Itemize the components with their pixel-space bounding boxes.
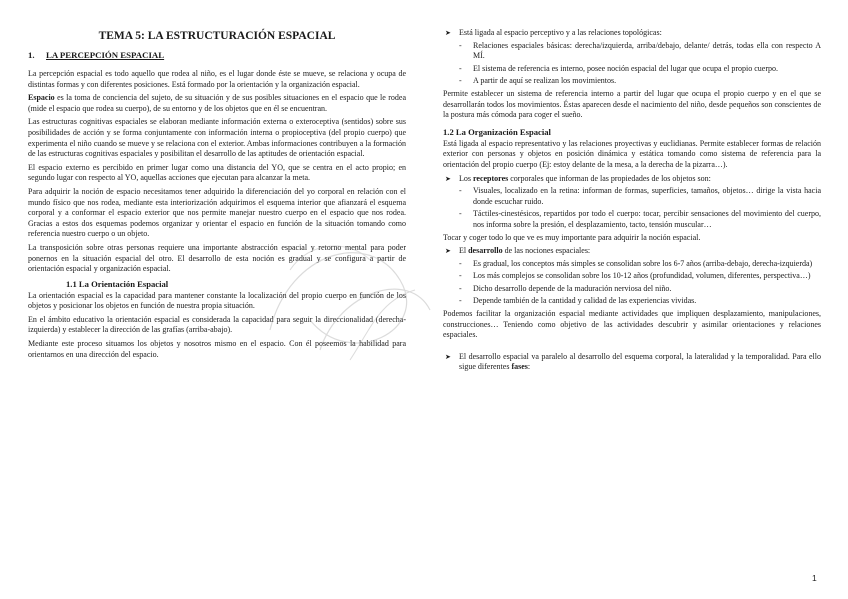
dash-text: Visuales, localizado en la retina: informan de formas, superficies, tamaños, objetos… dirige la vista hacia donde escuchar ruido. [473, 186, 821, 206]
dash-text: Los más complejos se consolidan sobre los 10-12 años (profundidad, volumen, diferentes, perspectiva…) [473, 271, 811, 281]
bullet-arrow-icon: ➤ [445, 352, 451, 361]
dash-marker: - [459, 186, 462, 196]
bullet-text: Los [459, 173, 473, 183]
paragraph: En el ámbito educativo la orientación espacial es considerada la capacidad para seguir la direccionalidad (derecha-izquierda) y establecer la dirección de las grafías (arriba-abajo). [28, 314, 406, 335]
paragraph: Mediante este proceso situamos los objetos y nosotros mismo en el espacio. Con él poseemos la habilidad para orientarnos en una dirección del espacio. [28, 339, 406, 359]
bullet-item [443, 352, 821, 373]
paragraph: Está ligada al espacio representativo y las relaciones proyectivas y euclidianas. Permite establecer formas de relación exterior con personas y objetos en posición dinámica y estática tomando como sistema de referencia para la orientación del propio cuerpo (Ej: estoy delante de la mesa, a la derecha de la pizarra…). [443, 138, 821, 169]
paragraph: La percepción espacial es todo aquello que rodea al niño, es el lugar donde éste se mueve, se relaciona y ocupa de distintas formas y con diferentes posiciones. Está formado por la orientación y la organización espacial. [28, 69, 406, 89]
bullet-text: : [527, 362, 531, 372]
left-column [28, 28, 406, 363]
paragraph: Tocar y coger todo lo que ve es muy importante para adquirir la noción espacial. [443, 232, 701, 242]
paragraph: Para adquirir la noción de espacio necesitamos tener adquirido la diferenciación del yo corporal en relación con el mundo físico que nos rodea, mediante esta interiorización adquirimos el esquema interior que afianzará el esquema corporal y a conformar el espacio exterior que nos permite manejar nuestro cuerpo en el espacio que nos rodea. Gracias a estos dos esquemas podemos organizar y orientar el espacio en función de la situación tomando como referencia nuestro cuerpo o un objeto. [28, 186, 406, 239]
dash-text: Táctiles-cinestésicos, repartidos por todo el cuerpo: tocar, percibir sensaciones del movimiento del cuerpo, nos informa sobre la presión, el desplazamiento, tacto, tensión muscular… [473, 209, 821, 229]
bullet-arrow-icon: ➤ [445, 174, 451, 183]
subsection-heading: 1.2 La Organización Espacial [443, 126, 551, 137]
spacer [443, 344, 821, 352]
dash-item [443, 186, 821, 207]
paragraph: Permite establecer un sistema de referencia interno a partir del lugar que ocupa el propio cuerpo y en el que se desarrollarán todos los movimientos. Éstas aparecen desde el nacimiento del niño, desde pequeños son conscientes de la postura más cómoda para coger el sueño. [443, 88, 821, 120]
bold-term: receptores [473, 173, 509, 183]
paragraph: El espacio externo es percibido en primer lugar como una distancia del YO, que se centra en el acto propio; en segundo lugar con respecto al YO, aquellas acciones que ejecutan para alcanzar la meta. [28, 162, 406, 183]
bullet-arrow-icon: ➤ [445, 247, 451, 256]
bullet-text: Está ligada al espacio perceptivo y a las relaciones topológicas: [459, 28, 662, 37]
dash-marker: - [459, 40, 462, 50]
paragraph [28, 93, 406, 114]
paragraph-text: es la toma de conciencia del sujeto, de su situación y de sus posibles situaciones en el espacio que le rodea (mide el espacio que rodea su cuerpo), de su entorno y de los objetos que en él se encuentran. [28, 93, 406, 113]
section-number: 1. [28, 50, 35, 60]
paragraph: Las estructuras cognitivas espaciales se elaboran mediante información externa o exteroceptiva (sentidos) sobre sus posibilidades de acción y se forma conjuntamente con información interna o propioceptiva (del propio cuerpo) que experimenta el niño cuando se mueve y se relaciona con el exterior. Ambas informaciones contribuyen a la formación de las estructuras cognitivas espaciales y posibilitan el desarrollo de las aptitudes de orientación espacial. [28, 117, 406, 159]
bullet-item [443, 246, 821, 257]
section-heading [28, 50, 406, 60]
dash-item [443, 259, 821, 270]
dash-text: Relaciones espaciales básicas: derecha/izquierda, arriba/debajo, delante/ detrás, todas ella con respecto A MÍ. [473, 40, 821, 61]
dash-marker: - [459, 283, 462, 293]
dash-item [443, 41, 821, 62]
bullet-item [443, 28, 821, 39]
page-number: 1 [812, 573, 817, 583]
dash-item [443, 271, 821, 282]
paragraph: La transposición sobre otras personas requiere una importante abstracción espacial y retorno mental para poder ponernos en la situación espacial del otro. El desarrollo de esta noción es gradual y se configura a partir de orientación espacial y organización espacial. [28, 242, 406, 274]
bullet-text: corporales que informan de las propiedades de los objetos son: [508, 173, 711, 183]
bold-term: fases [511, 362, 528, 372]
section-title: LA PERCEPCIÓN ESPACIAL [46, 50, 165, 60]
bullet-arrow-icon: ➤ [445, 29, 451, 37]
dash-marker: - [459, 271, 462, 281]
dash-text: El sistema de referencia es interno, posee noción espacial del lugar que ocupa el propio cuerpo. [473, 63, 778, 73]
dash-marker: - [459, 209, 462, 219]
dash-item [443, 64, 821, 75]
dash-item [443, 284, 821, 295]
paragraph: Podemos facilitar la organización espacial mediante actividades que impliquen desplazamiento, manipulaciones, construcciones… Teniendo como objetivo de las actividades descubrir y asimilar orientaciones y relaciones espaciales. [443, 309, 821, 340]
bullet-item [443, 174, 821, 185]
dash-marker: - [459, 76, 462, 86]
bullet-text: de las nociones espaciales: [502, 246, 591, 256]
dash-marker: - [459, 258, 462, 268]
document-title: TEMA 5: LA ESTRUCTURACIÓN ESPACIAL [98, 30, 336, 42]
paragraph: La orientación espacial es la capacidad para mantener constante la localización del propio cuerpo en función de los objetos y posicionar los objetos en función de nuestra propia situación. [28, 290, 406, 311]
dash-text: Dicho desarrollo depende de la maduración nerviosa del niño. [473, 283, 672, 293]
bold-term: Espacio [28, 93, 55, 103]
right-column [443, 28, 821, 375]
dash-text: Depende también de la cantidad y calidad de las experiencias vividas. [473, 296, 697, 306]
dash-marker: - [459, 296, 462, 306]
dash-text: Es gradual, los conceptos más simples se consolidan sobre los 6-7 años (arriba-debajo, derecha-izquierda) [473, 258, 813, 268]
bullet-text: El [459, 246, 469, 256]
dash-item [443, 296, 821, 307]
dash-item [443, 76, 821, 87]
dash-marker: - [459, 63, 462, 73]
dash-item [443, 209, 821, 230]
dash-text: A partir de aquí se realizan los movimientos. [473, 76, 617, 86]
bullet-text: El desarrollo espacial va paralelo al desarrollo del esquema corporal, la lateralidad y la temporalidad. Para ello sigue diferentes [459, 351, 821, 372]
bold-term: desarrollo [468, 246, 503, 256]
subsection-heading: 1.1 La Orientación Espacial [66, 278, 169, 289]
